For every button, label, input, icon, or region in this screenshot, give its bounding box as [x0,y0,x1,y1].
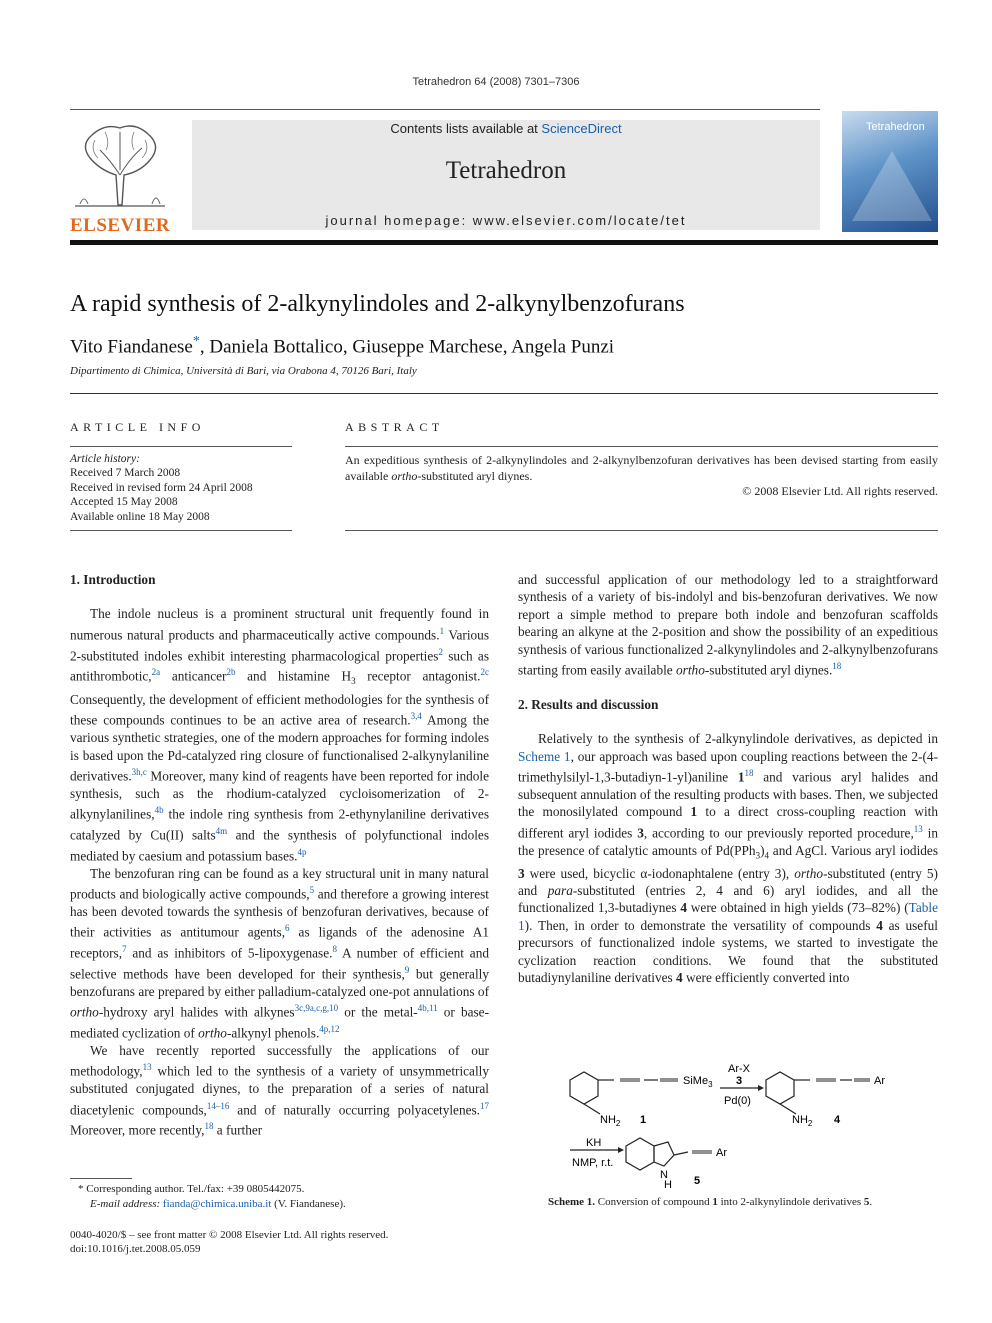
amine-bond-1 [584,1104,600,1114]
ar-label-5: Ar [716,1147,727,1159]
caption-text-a: Conversion of compound [595,1196,713,1208]
article-info-rule [70,446,292,447]
caption-end: . [869,1196,873,1208]
author-list [70,334,614,358]
corresponding-author: Vito Fiandanese [70,336,193,358]
intro-para-2: The benzofuran ring can be found as a key structural unit in many natural products and biologically active compounds,$^5$ and therefore a growing interest has been devoted towards the synthesis of benzofuran derivatives, because of their activities as antitumour agents,$^6$ as ligands of the adenosine A1 receptors,$^7$ and as inhibitors of 5-lipoxygenase.$^8$ A number of efficient and selective methods have been developed for their synthesis,$^9$ but generally benzofurans are prepared by either palladium-catalyzed one-pot annulations of ortho-hydroxy aryl halides with alkynes$^{3c,9a,c,g,10}$ or the metal-$^{4b,11}$ or base-mediated cyclization of ortho-alkynyl phenols.$^{4p,12}$ [70,865,490,1041]
revised-date: Received in revised form 24 April 2008 [70,481,253,494]
front-matter-line: 0040-4020/$ – see front matter © 2008 Elsevier Ltd. All rights reserved. [70,1229,389,1241]
reagent-nmp: NMP, r.t. [572,1157,614,1169]
indole-h-label: H [664,1179,672,1190]
compound-5-label: 5 [694,1175,701,1187]
sciencedirect-link[interactable]: ScienceDirect [541,121,622,136]
intro-para-1: The indole nucleus is a prominent structural unit frequently found in numerous natural products and pharmaceutically active compounds.$^1$ Various 2-substituted indoles exhibit interesting pharmacological properties$^2$ such as antithrombotic,$^{2a}$ anticancer$^{2b}$ and histamine $H_3$ receptor antagonist.$^{2c}$ Consequently, the development of efficient methodologies for the synthesis of these compounds continues to be an active area of research.$^{3,4}$ Among the various synthetic strategies, one of the modern approaches for forming indoles is based upon the Pd-catalyzed ring closure of functionalised 2-alkynylaniline derivatives.$^{3h,c}$ Moreover, many kind of reagents have been reported for indole synthesis, such as the rhodium-catalyzed cycloisomerization of 2-alkynylanilines,$^{4b}$ the indole ring synthesis from 2-ethynylaniline derivatives catalyzed by Cu(II) salts$^{4m}$ and the synthesis of polyfunctional indoles mediated by caesium and potassium bases.$^{4p}$ [70,606,490,864]
email-tail: (V. Fiandanese). [271,1198,346,1210]
history-label: Article history: [70,453,140,465]
scheme-1-figure [548,1060,928,1190]
caption-text-b: into 2-alkynylindole derivatives [717,1196,864,1208]
nh2-label-4: $NH_2$ [792,1114,813,1128]
reagent-arx: Ar-X [728,1063,750,1075]
footnote [78,1182,346,1212]
contents-line [192,121,820,136]
article-info-heading: ARTICLE INFO [70,420,205,434]
email-line [78,1197,346,1212]
elsevier-wordmark: ELSEVIER [70,215,171,236]
journal-homepage[interactable]: journal homepage: www.elsevier.com/locate/tet [325,213,687,228]
indole-pyrrole-ring [654,1142,674,1166]
reagent-catalyst: Pd(0) [724,1095,751,1107]
elsevier-tree-icon [70,120,170,208]
article-info-bottom-rule [70,530,292,531]
ar-label-4: Ar [874,1075,885,1087]
caption-label: Scheme 1. [548,1196,596,1208]
email-link[interactable]: fianda@chimica.uniba.it [162,1198,272,1210]
abstract-part-b: -substituted aryl diynes. [417,469,533,483]
body-left-column [70,571,489,1139]
received-date: Received 7 March 2008 [70,467,181,480]
intro-para-3: We have recently reported successfully the applications of our methodology,$^{13}$ which led to the synthesis of a variety of unsymmetrically substituted conjugated diynes, to the preparation of a series of natural diacetylenic compounds,$^{14-16}$ and of naturally occurring polyacetylenes.$^{17}$ Moreover, more recently,$^{18}$ a further [70,1042,489,1138]
scheme-caption [548,1196,872,1208]
online-date: Available online 18 May 2008 [70,510,210,523]
intro-heading: 1. Introduction [70,572,156,587]
compound-1-label: 1 [640,1114,647,1126]
caption-compound-5: 5 [863,1196,870,1208]
journal-title: Tetrahedron [445,157,567,184]
elsevier-logo [70,120,171,236]
footnote-rule [70,1178,132,1179]
corresponding-note: * Corresponding author. Tel./fax: +39 0805442075. [78,1183,305,1195]
amine-bond-4 [780,1104,796,1114]
body-right-column [518,571,938,986]
sime3-label: SiMe$_3$ [683,1075,713,1089]
journal-reference: Tetrahedron 64 (2008) 7301–7306 [412,76,580,88]
article-title: A rapid synthesis of 2-alkynylindoles and 2-alkynylbenzofurans [70,291,685,317]
cover-decoration [852,151,932,221]
corresponding-star[interactable]: * [192,334,200,349]
abstract-rule [345,446,938,447]
nh2-label-1: $NH_2$ [600,1114,621,1128]
doi[interactable]: doi:10.1016/j.tet.2008.05.059 [70,1243,201,1255]
benzene-ring-4 [766,1072,794,1104]
reagent-kh: KH [586,1137,602,1149]
results-heading: 2. Results and discussion [518,696,659,712]
arrowhead-1 [758,1085,764,1091]
indole-n-label: N [660,1169,668,1181]
abstract-text [345,452,938,484]
front-matter [70,1228,388,1256]
article-history [70,452,253,524]
contents-prefix: Contents lists available at [390,121,542,136]
caption-compound-1: 1 [712,1196,718,1208]
co-authors: , Daniela Bottalico, Giuseppe Marchese, Angela Punzi [199,336,615,358]
compound-4-label: 4 [834,1114,841,1126]
abstract-part-a: An expeditious synthesis of 2-alkynylindoles and 2-alkynylbenzofuran derivatives has been devised starting from easily available [345,453,938,483]
accepted-date: Accepted 15 May 2008 [70,496,178,509]
affiliation: Dipartimento di Chimica, Università di Bari, via Orabona 4, 70126 Bari, Italy [70,365,417,377]
abstract-heading: ABSTRACT [345,420,444,434]
journal-cover [842,111,938,232]
benzene-ring-1 [570,1072,598,1104]
abstract-copyright: © 2008 Elsevier Ltd. All rights reserved. [742,484,938,498]
results-para-1: Relatively to the synthesis of 2-alkynylindole derivatives, as depicted in Scheme 1, our approach was based upon coupling reactions between the 2-(4-trimethylsilyl-1,3-butadiyn-1-yl)aniline $1^{18}$ and various aryl halides and subsequent annulation of the resulting products with bases. Then, we subjected the monosilylated compound 1 to a direct cross-coupling reaction with different aryl iodides 3, according to our previously reported procedure,$^{13}$ in the presence of catalytic amounts of $Pd(PPh_3)_4$ and AgCl. Various aryl iodides 3 were used, bicyclic α-iodonaphtalene (entry 3), ortho-substituted (entry 5) and para-substituted (entries 2, 4 and 6) aryl iodides, and all the functionalized 1,3-butadiynes 4 were obtained in high yields (73–82%) (Table 1). Then, in order to demonstrate the versatility of compounds 4 as useful precursors of functionalized indole systems, we started to investigate the cyclization reaction conditions. We found that the substituted butadiynylaniline derivatives 4 were efficiently converted into [518,731,939,986]
cover-title: Tetrahedron [866,121,925,133]
reagent-number: 3 [736,1075,743,1087]
email-label: E-mail address: [90,1198,163,1210]
indole-benzene-ring [626,1138,654,1170]
abstract-bottom-rule [345,530,938,531]
header-rule [70,240,938,245]
title-rule [70,393,938,394]
arrowhead-2 [618,1147,624,1153]
bond-5a [674,1152,688,1155]
top-rule [70,109,820,110]
intro-para-4: and successful application of our methodology led to a straightforward synthesis of a variety of bis-indolyl and bis-benzofuran derivatives. We now report a simple method to prepare both indole and benzofuran scaffolds bearing an alkyne at the 2-position and show the possibility of an expeditious synthesis of various functionalized 2-alkynylindoles and 2-alkynylbenzofurans starting from easily available ortho-substituted aryl diynes.$^{18}$ [518,572,938,678]
abstract-emphasis: ortho [391,469,418,483]
